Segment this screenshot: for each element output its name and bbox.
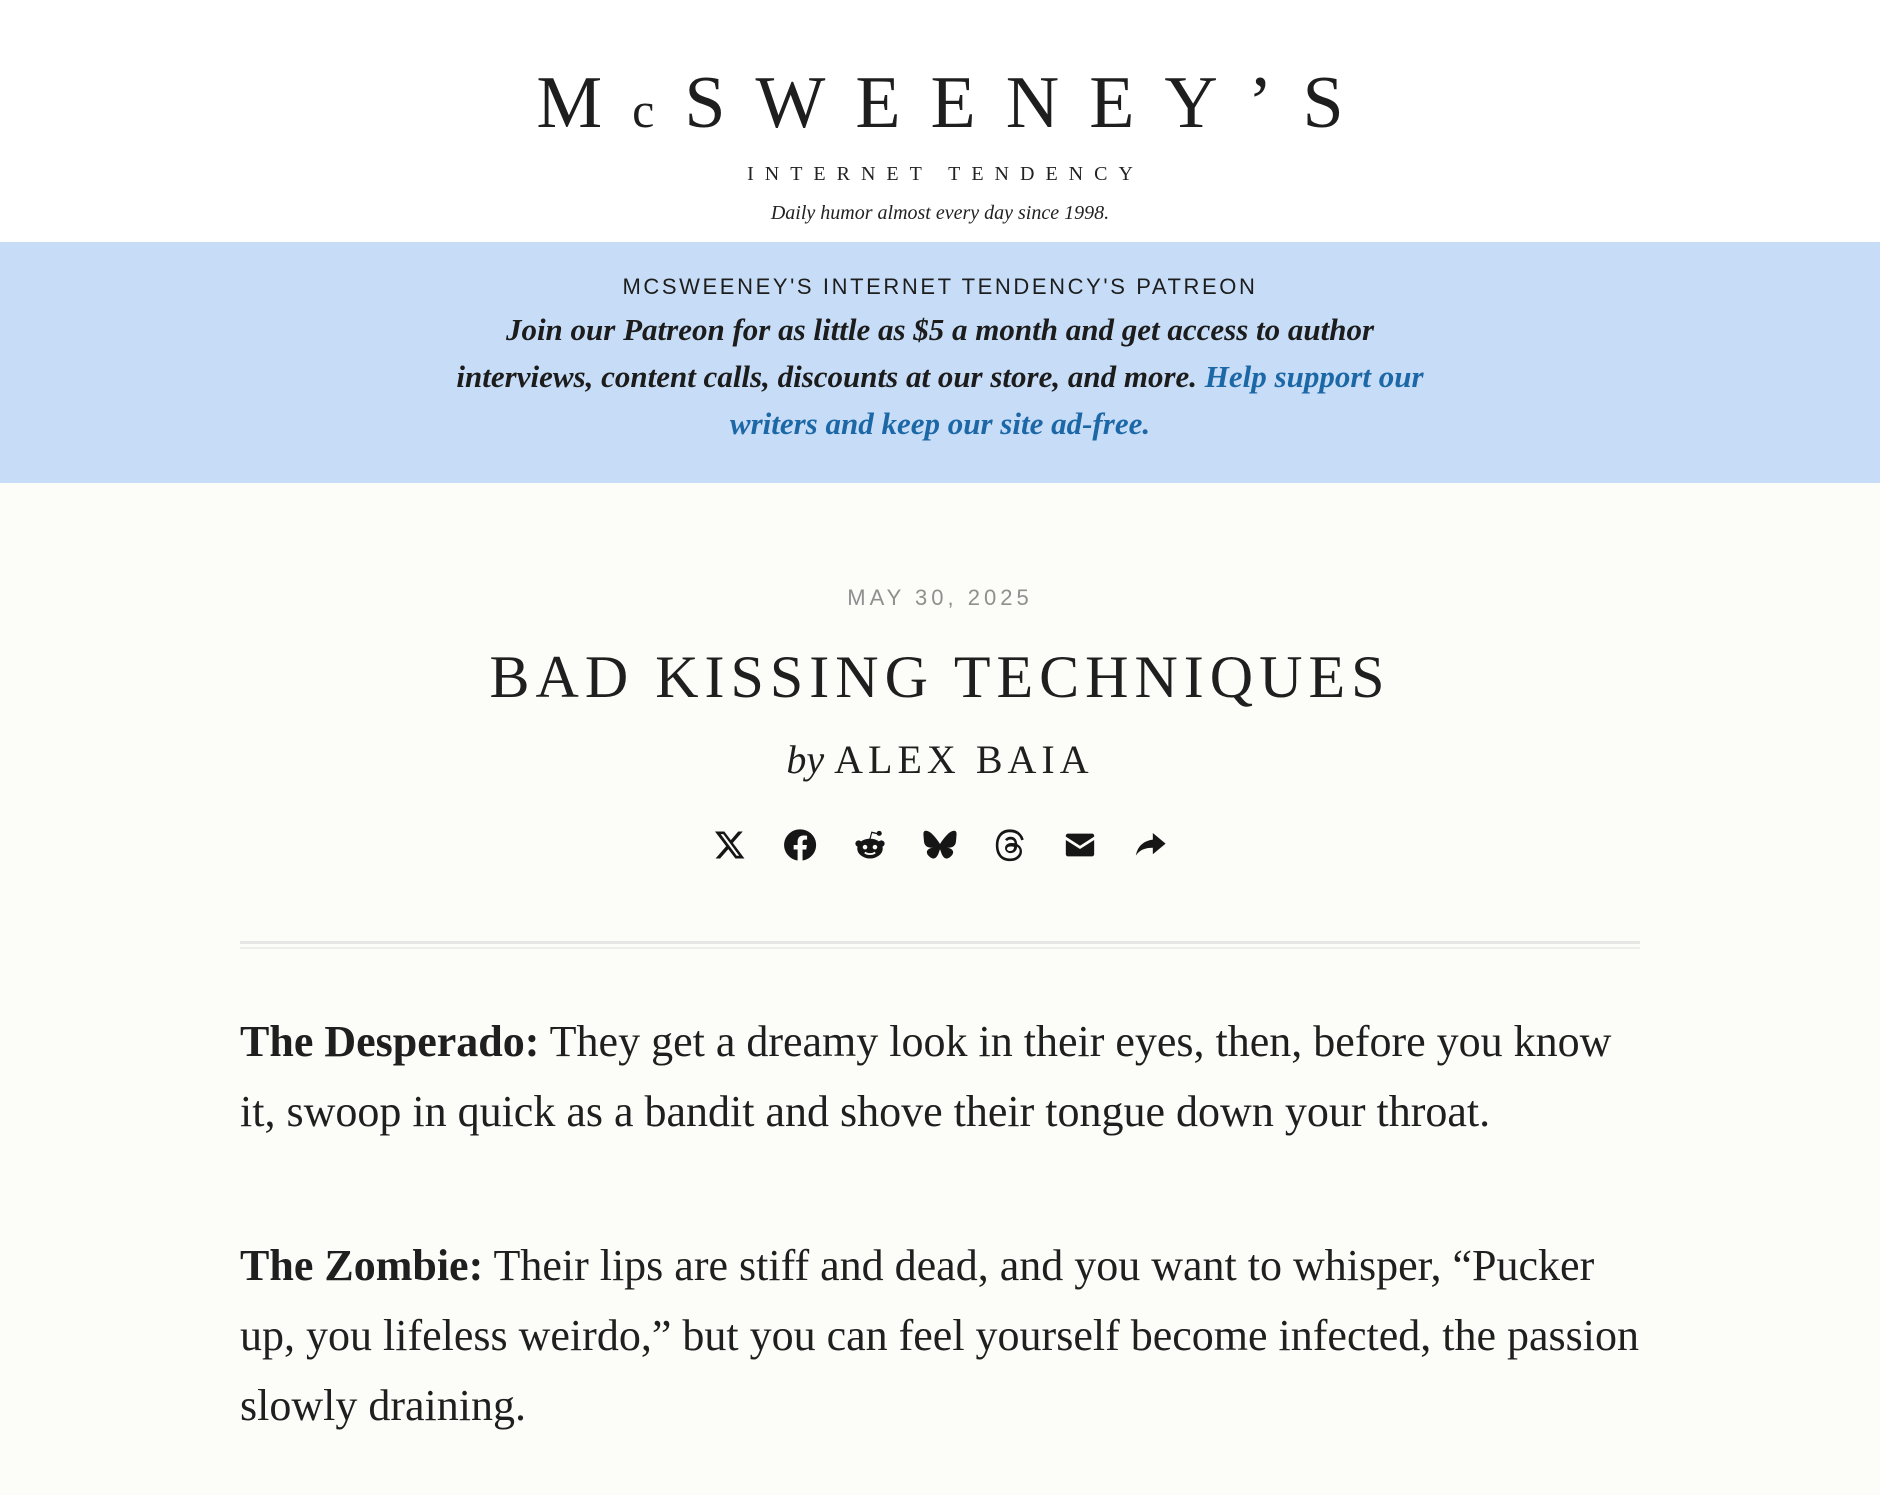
paragraph-text: They get a dreamy look in their eyes, then, before you know it, swoop in quick as a bandit and shove their tongue down your throat. (240, 1017, 1612, 1136)
paragraph-term: The Desperado: (240, 1017, 540, 1066)
site-tagline: Daily humor almost every day since 1998. (770, 202, 1110, 224)
share-more-button[interactable] (1132, 827, 1168, 863)
share-x-button[interactable] (712, 827, 748, 863)
logo-name: SWEENEY’S (684, 62, 1374, 144)
share-bluesky-button[interactable] (922, 827, 958, 863)
site-logo[interactable] (0, 62, 1880, 151)
patreon-body-text: Join our Patreon for as little as $5 a month and get access to author interviews, content calls, discounts at our store, and more. (456, 312, 1375, 394)
article-paragraph (240, 1231, 1640, 1441)
patreon-support-link[interactable]: Help support our writers and keep our site ad-free. (729, 359, 1424, 441)
threads-icon (993, 828, 1027, 862)
paragraph-term: The Zombie: (240, 1241, 484, 1290)
share-icon (1133, 828, 1167, 862)
byline (0, 733, 1880, 787)
article-header (0, 483, 1880, 863)
bluesky-icon (923, 828, 957, 862)
email-icon (1063, 828, 1097, 862)
facebook-icon (783, 828, 817, 862)
masthead (0, 0, 1880, 242)
article-title: BAD KISSING TECHNIQUES (489, 644, 1391, 710)
article-date: MAY 30, 2025 (847, 585, 1033, 610)
article-body (240, 949, 1640, 1441)
byline-by: by (786, 737, 825, 782)
reddit-icon (853, 828, 887, 862)
header-divider (240, 941, 1640, 949)
article-paragraph (240, 1007, 1640, 1147)
patreon-title: MCSWEENEY'S INTERNET TENDENCY'S PATREON (622, 274, 1258, 299)
author-link[interactable]: ALEX BAIA (834, 737, 1094, 782)
paragraph-text: Their lips are stiff and dead, and you want to whisper, “Pucker up, you lifeless weirdo,” but you can feel yourself become infected, the passion slowly draining. (240, 1241, 1639, 1430)
logo-mc: Mc (536, 62, 685, 144)
x-icon (713, 828, 747, 862)
share-bar (0, 827, 1880, 863)
share-reddit-button[interactable] (852, 827, 888, 863)
site-subtitle: INTERNET TENDENCY (747, 163, 1144, 185)
share-facebook-button[interactable] (782, 827, 818, 863)
share-threads-button[interactable] (992, 827, 1028, 863)
patreon-banner (0, 242, 1880, 483)
patreon-message (440, 306, 1440, 447)
share-email-button[interactable] (1062, 827, 1098, 863)
